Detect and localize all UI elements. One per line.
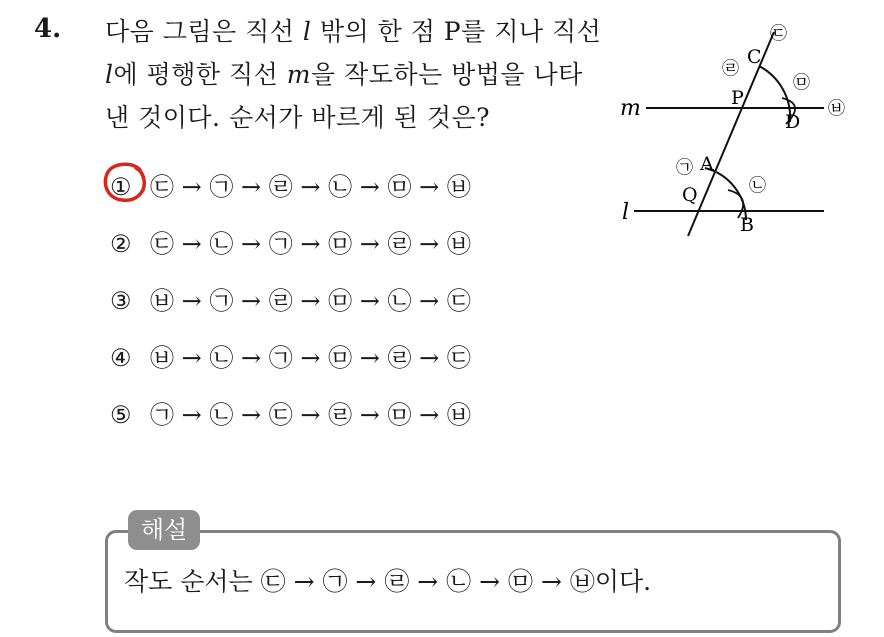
label-B: B — [740, 214, 754, 236]
mark-mieum: ㉤ — [793, 73, 810, 93]
var-l: l — [105, 60, 114, 89]
choice-5[interactable]: ⑤ ㉠ → ㉡ → ㉢ → ㉣ → ㉤ → ㉥ — [110, 401, 471, 429]
mark-rieul: ㉣ — [722, 59, 739, 79]
mark-giyeok: ㉠ — [676, 158, 693, 178]
var-m: m — [286, 60, 311, 89]
choice-2[interactable]: ② ㉢ → ㉡ → ㉠ → ㉤ → ㉣ → ㉥ — [110, 230, 471, 258]
solution-tag: 해설 — [128, 510, 200, 550]
mark-bieup: ㉥ — [828, 99, 845, 119]
question-text-line-1: 다음 그림은 직선 l 밖의 한 점 P를 지나 직선 — [105, 17, 602, 46]
mark-digeut: ㉢ — [770, 24, 787, 44]
construction-figure — [612, 18, 862, 248]
label-m: m — [620, 96, 641, 121]
question-text-line-3: 낸 것이다. 순서가 바르게 된 것은? — [105, 103, 491, 132]
label-Q: Q — [682, 184, 698, 206]
choice-4[interactable]: ④ ㉥ → ㉡ → ㉠ → ㉤ → ㉣ → ㉢ — [110, 344, 471, 372]
solution-text: 작도 순서는 ㉢ → ㉠ → ㉣ → ㉡ → ㉤ → ㉥이다. — [124, 567, 652, 596]
choice-1[interactable]: ① ㉢ → ㉠ → ㉣ → ㉡ → ㉤ → ㉥ — [110, 173, 471, 201]
label-D: D — [785, 111, 801, 133]
choice-3[interactable]: ③ ㉥ → ㉠ → ㉣ → ㉤ → ㉡ → ㉢ — [110, 287, 471, 315]
question-text-line-2: l에 평행한 직선 m을 작도하는 방법을 나타 — [105, 60, 583, 89]
question-number: 4. — [34, 14, 62, 44]
label-C: C — [747, 46, 762, 68]
label-P: P — [731, 87, 744, 109]
var-l: l — [302, 17, 312, 46]
label-l: l — [622, 200, 630, 225]
label-A: A — [700, 153, 714, 175]
mark-nieun: ㉡ — [749, 176, 766, 196]
arc-at-q — [705, 168, 746, 220]
